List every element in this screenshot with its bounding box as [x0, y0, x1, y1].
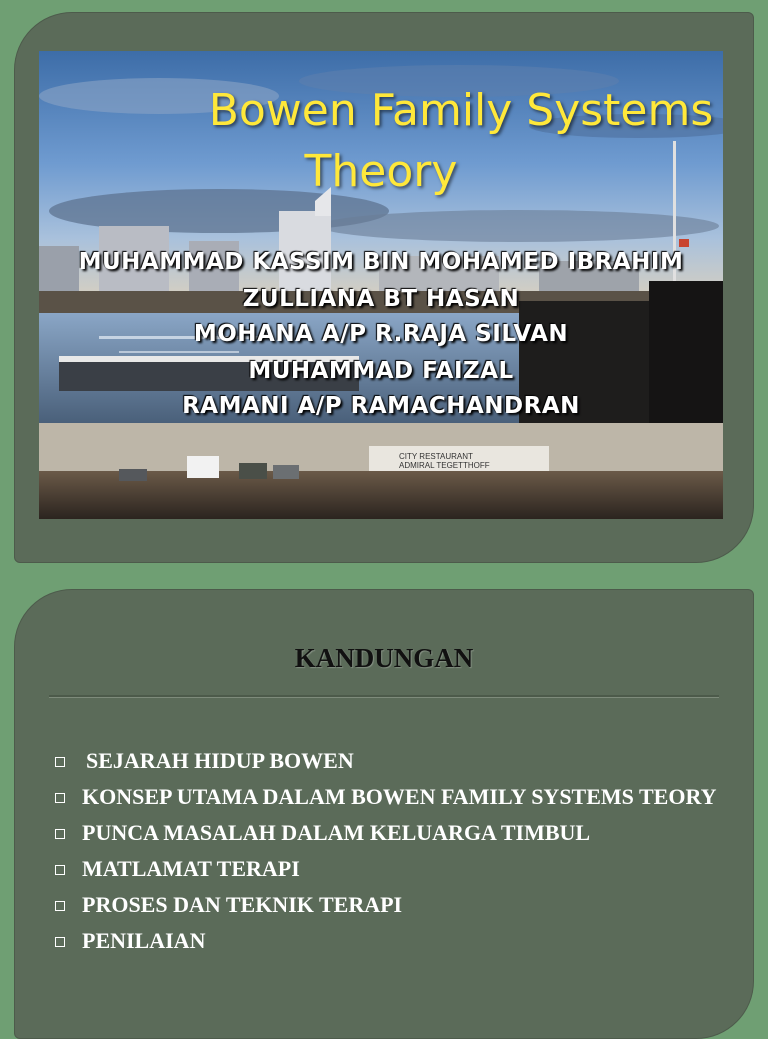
square-bullet-icon: [55, 829, 65, 839]
contents-slide: [14, 589, 754, 1039]
author-name: ZULLIANA BT HASAN: [242, 286, 520, 312]
author-name: MUHAMMAD KASSIM BIN MOHAMED IBRAHIM: [78, 249, 684, 275]
author-name: MUHAMMAD FAIZAL: [248, 358, 514, 384]
list-item-label: SEJARAH HIDUP BOWEN: [86, 748, 354, 773]
list-item-label: MATLAMAT TERAPI: [82, 856, 300, 881]
list-item-label: PENILAIAN: [82, 928, 206, 953]
author-name: MOHANA A/P R.RAJA SILVAN: [193, 321, 569, 347]
list-item: [52, 747, 742, 774]
list-item: [52, 927, 742, 954]
list-item: [52, 783, 742, 810]
presentation-title-line-1: Bowen Family Systems: [208, 85, 714, 136]
square-bullet-icon: [55, 901, 65, 911]
square-bullet-icon: [55, 937, 65, 947]
slide-title: KANDUNGAN: [294, 643, 474, 673]
building-sign-text: ADMIRAL TEGETTHOFF: [399, 461, 490, 470]
list-item: [52, 855, 742, 882]
contents-list: [52, 747, 742, 963]
square-bullet-icon: [55, 757, 65, 767]
cityscape-photo: [39, 51, 723, 519]
title-slide: [14, 12, 754, 563]
building-sign-text: CITY RESTAURANT: [399, 452, 473, 461]
list-item-label: PROSES DAN TEKNIK TERAPI: [82, 892, 403, 917]
list-item: [52, 891, 742, 918]
presentation-title-line-2: Theory: [304, 146, 458, 197]
square-bullet-icon: [55, 793, 65, 803]
list-item-label: PUNCA MASALAH DALAM KELUARGA TIMBUL: [82, 820, 591, 845]
list-item-label: KONSEP UTAMA DALAM BOWEN FAMILY SYSTEMS TEORY: [82, 784, 717, 809]
author-name: RAMANI A/P RAMACHANDRAN: [182, 393, 580, 419]
title-divider: [49, 695, 719, 698]
square-bullet-icon: [55, 865, 65, 875]
list-item: [52, 819, 742, 846]
